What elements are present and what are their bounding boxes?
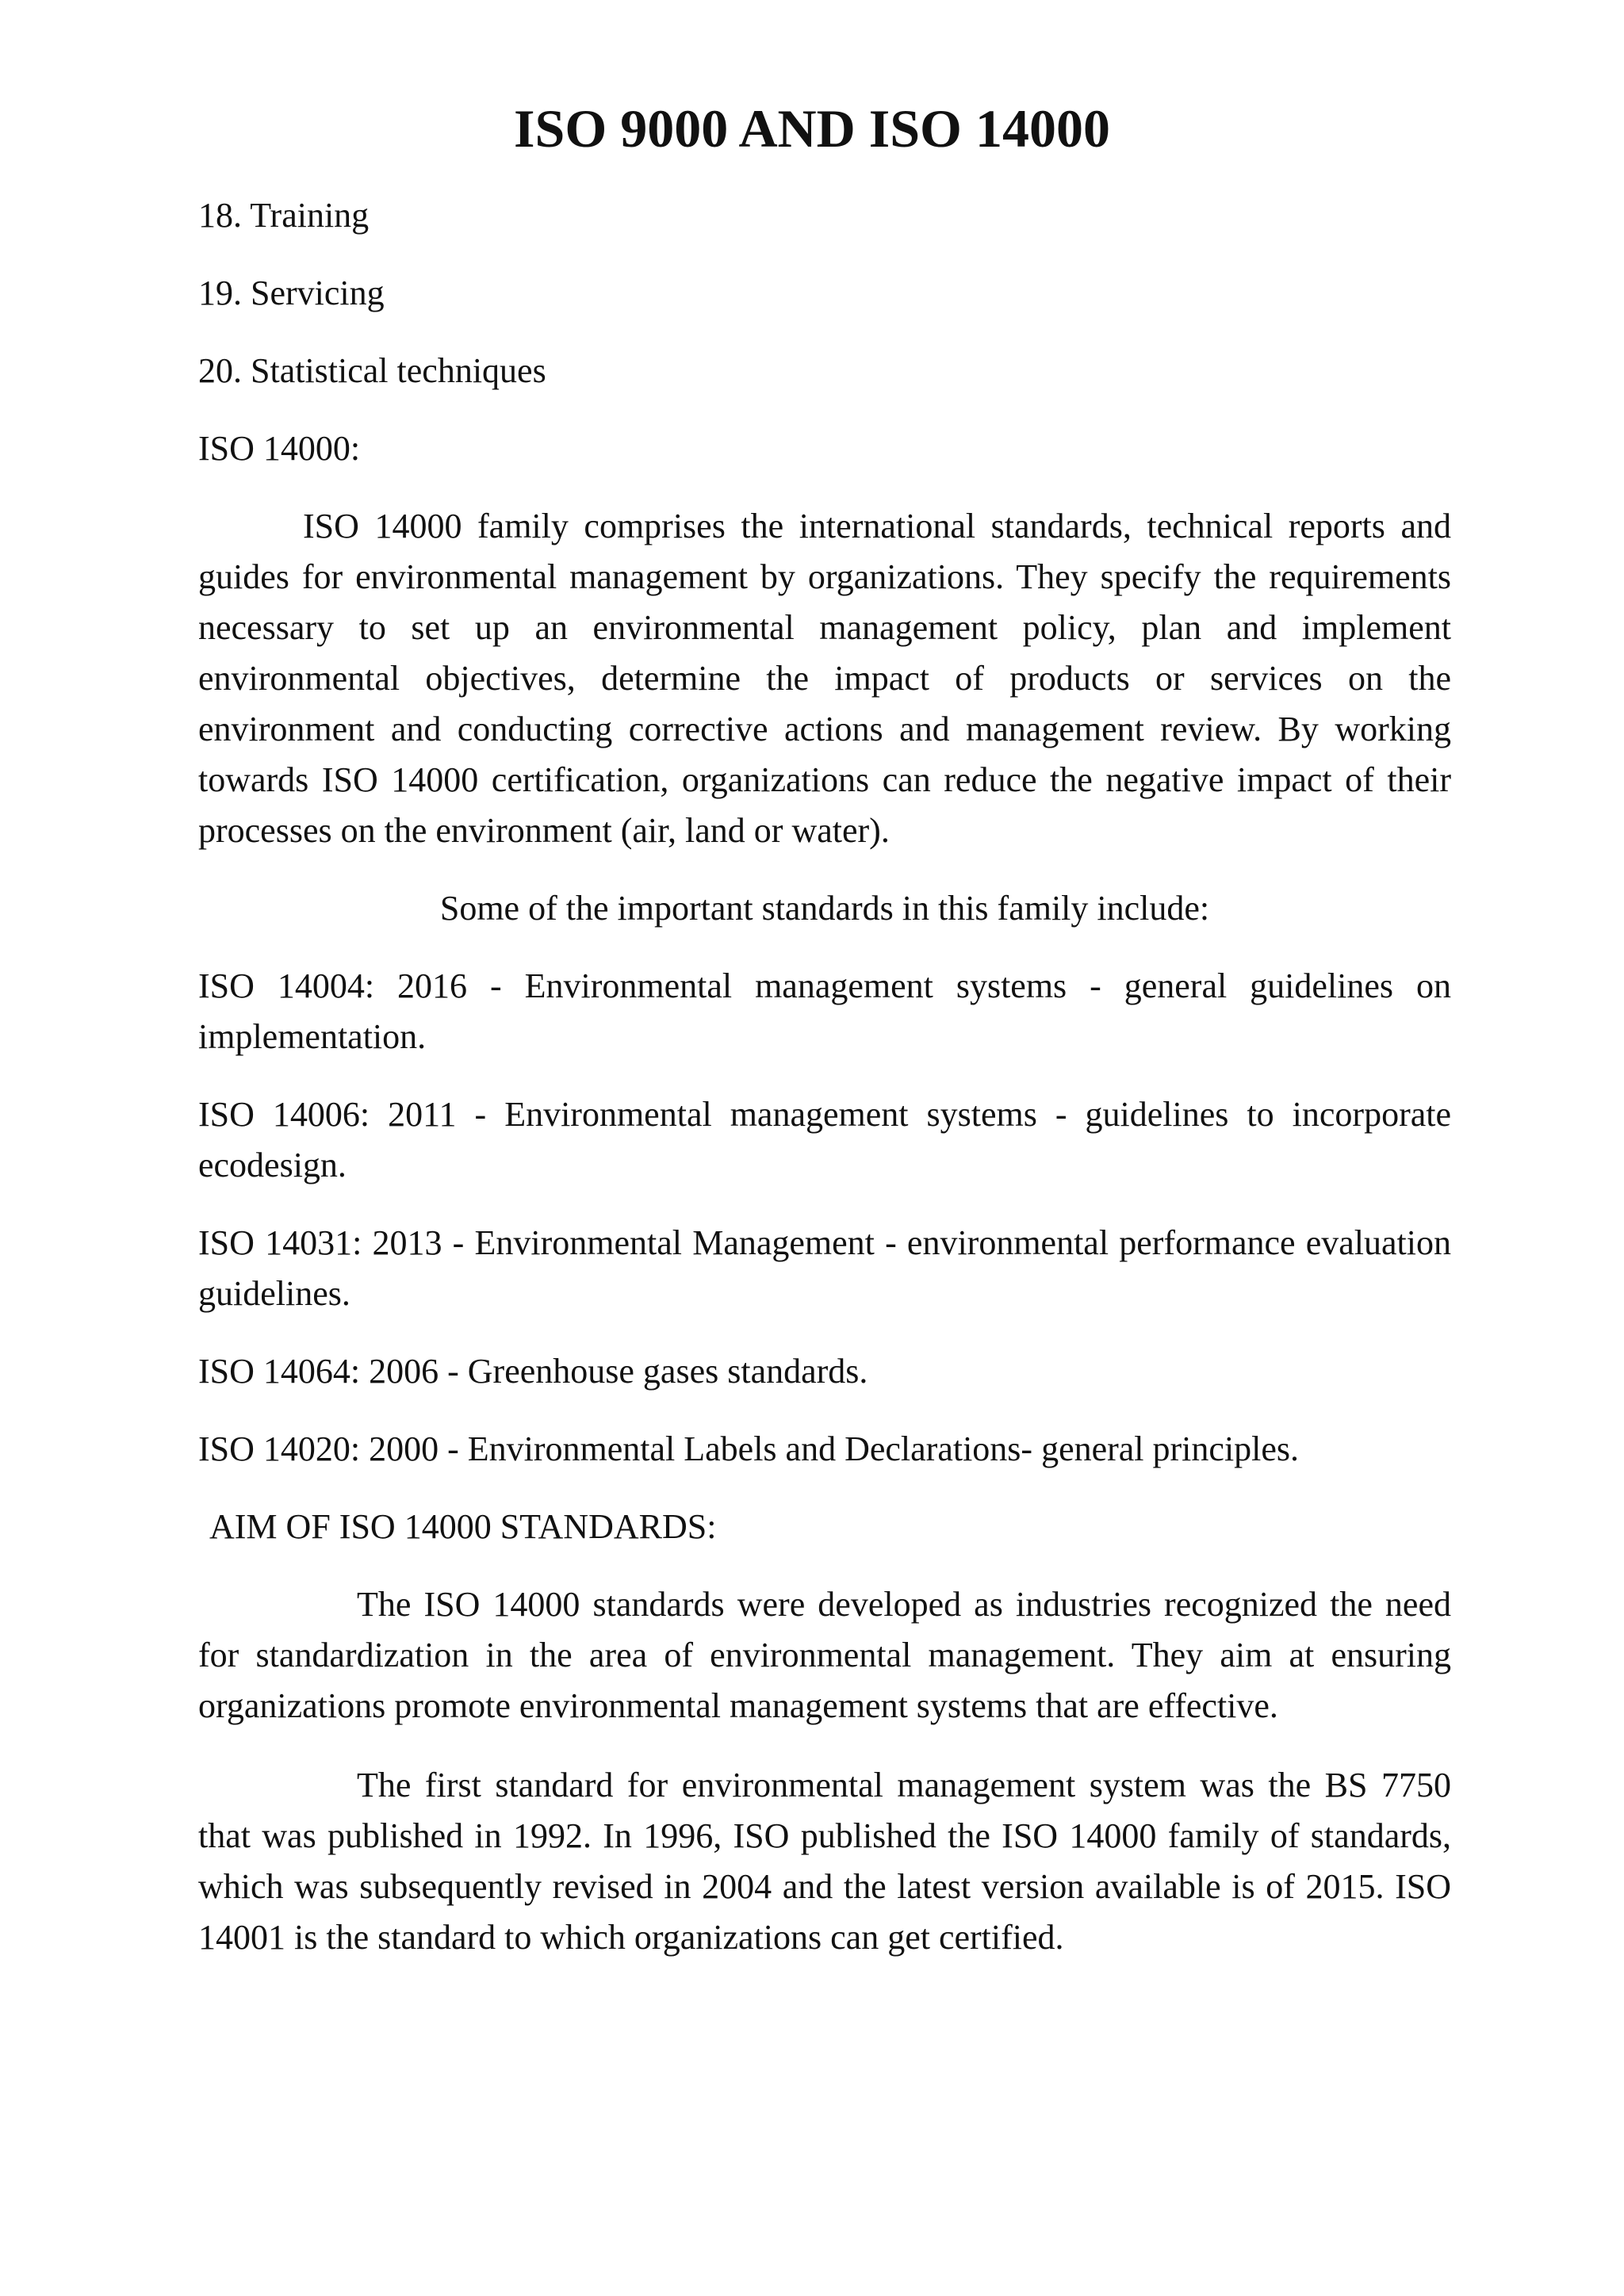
list-item: 18. Training [198,196,370,235]
section-heading-aim: AIM OF ISO 14000 STANDARDS: [209,1507,717,1546]
aim-paragraph: The first standard for environmental management system was the BS 7750 that was published in 1992. In 1996, ISO published the ISO 14000 family of standards, which was subsequently revised in 2004 and the latest version available is of 2015. ISO 14001 is the standard to which organizations can get certified. [198,1766,1451,1957]
page-content [198,190,1451,1963]
standard-item: ISO 14020: 2000 - Environmental Labels and Declarations- general principles. [198,1429,1300,1468]
list-item: 19. Servicing [198,274,385,312]
standards-intro: Some of the important standards in this family include: [439,889,1210,928]
iso14000-intro-paragraph: ISO 14000 family comprises the international standards, technical reports and guides for environmental management by organizations. They specify the requirements necessary to set up an environmental management policy, plan and implement environmental objectives, determine the impact of products or services on the environment and conducting corrective actions and management review. By working towards ISO 14000 certification, organizations can reduce the negative impact of their processes on the environment (air, land or water). [198,507,1451,850]
aim-paragraph: The ISO 14000 standards were developed as industries recognized the need for standardization in the area of environmental management. They aim at ensuring organizations promote environmental management systems that are effective. [198,1585,1451,1725]
standard-item: ISO 14004: 2016 - Environmental management systems - general guidelines on implementation. [198,966,1451,1056]
standard-item: ISO 14031: 2013 - Environmental Management - environmental performance evaluation guidelines. [198,1223,1451,1313]
list-item: 20. Statistical techniques [198,351,546,390]
standard-item: ISO 14064: 2006 - Greenhouse gases standards. [198,1352,868,1391]
section-heading-iso14000: ISO 14000: [198,429,361,468]
standard-item: ISO 14006: 2011 - Environmental management systems - guidelines to incorporate ecodesign. [198,1095,1451,1184]
page-title: ISO 9000 AND ISO 14000 [514,98,1110,159]
